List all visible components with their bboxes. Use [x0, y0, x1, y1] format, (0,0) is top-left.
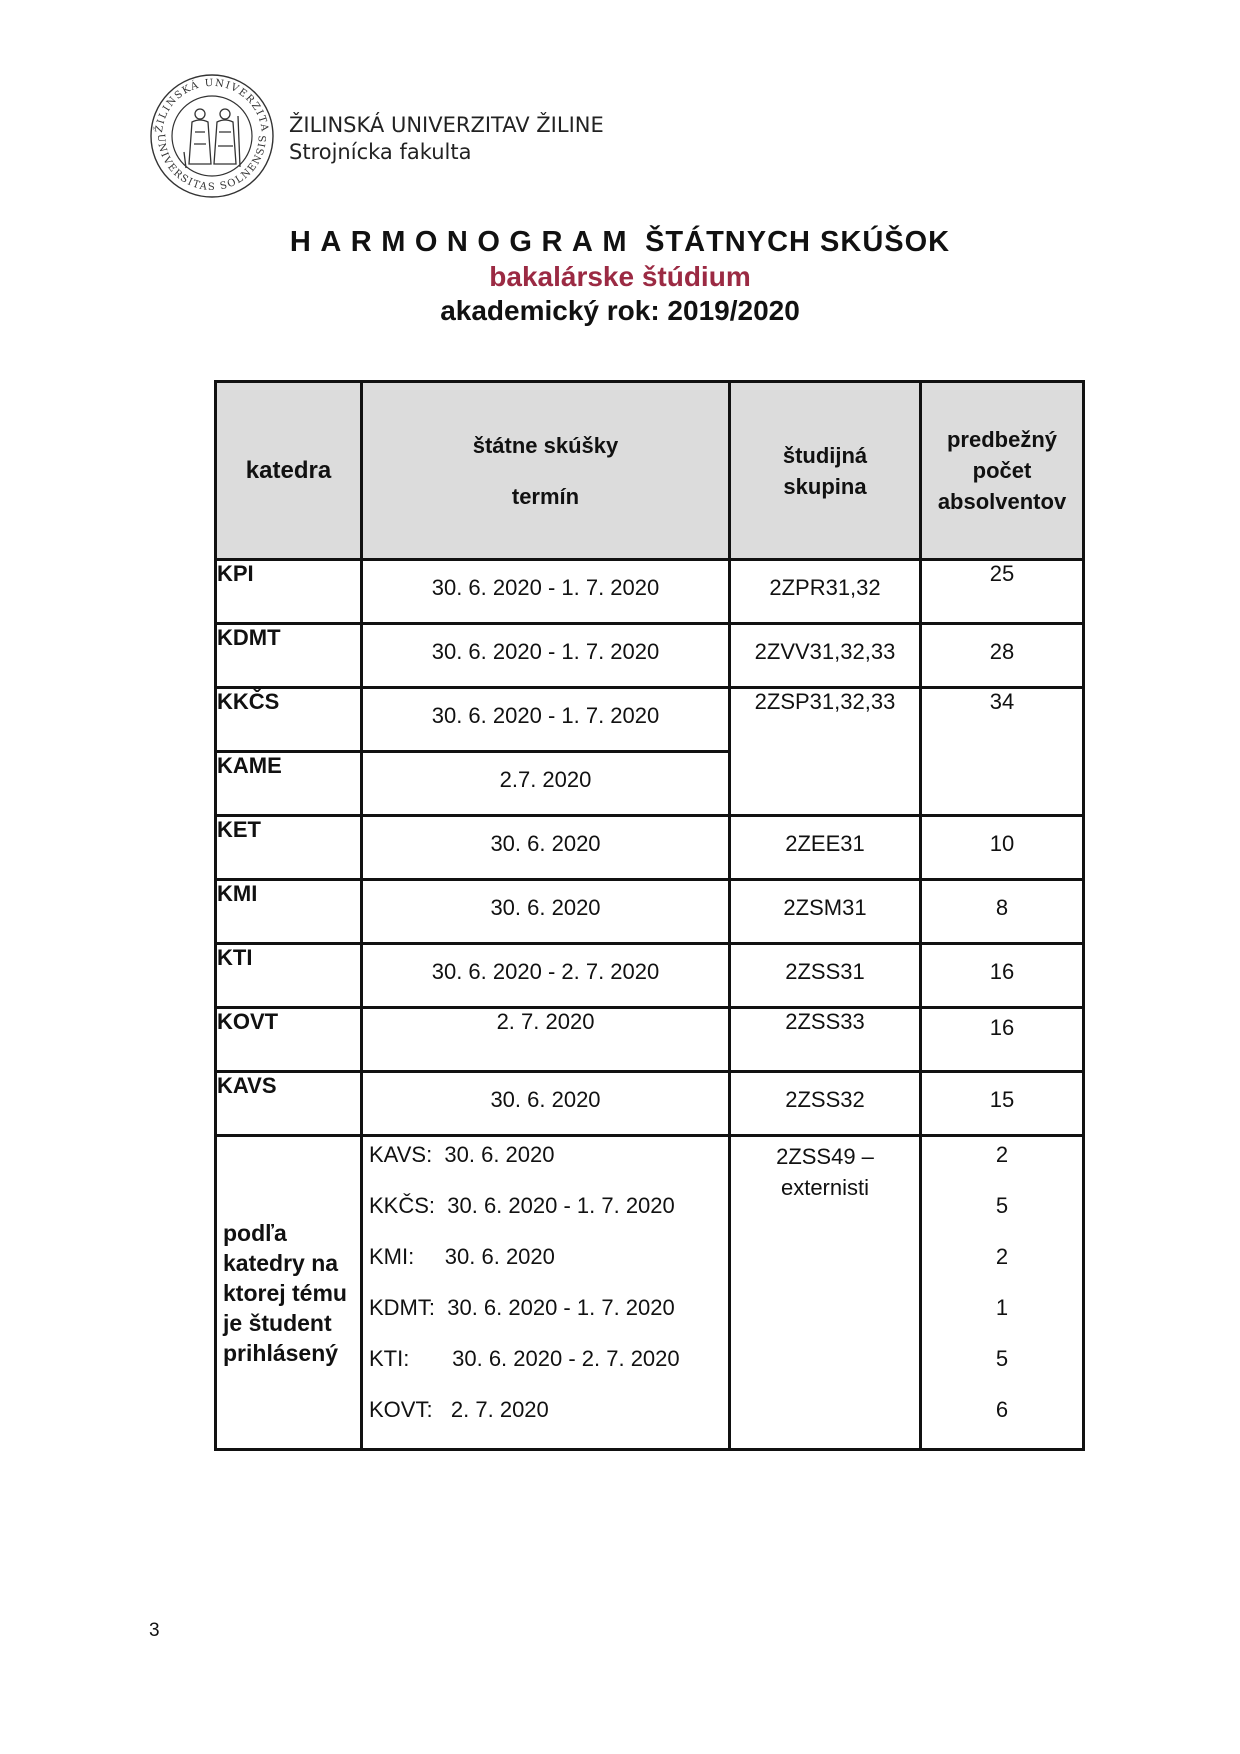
pocet-extern-list: [922, 1137, 1082, 1447]
termin-cell: [362, 816, 730, 880]
table-row-extern: [216, 1136, 1084, 1450]
skupina-text: 2ZPR31,32: [769, 575, 881, 600]
title-rest: ŠTÁTNYCH SKÚŠOK: [645, 226, 951, 258]
faculty-name: Strojnícka fakulta: [289, 140, 472, 164]
pocet-text: 28: [989, 639, 1015, 664]
table-row: [216, 816, 1084, 880]
katedra-cell: KPI: [216, 560, 362, 624]
pocet-cell-extern: [921, 1136, 1084, 1450]
list-item: 6: [995, 1397, 1009, 1422]
pocet-cell: [921, 944, 1084, 1008]
header-skupina-line1: študijná: [782, 442, 868, 468]
list-item: 5: [995, 1193, 1009, 1218]
skupina-extern-line2: externisti: [780, 1175, 870, 1200]
table-row: [216, 1008, 1084, 1072]
header-termin-line1: štátne skúšky: [472, 432, 619, 458]
katedra-cell: KAVS: [216, 1072, 362, 1136]
skupina-cell: [730, 880, 921, 944]
pocet-cell: [921, 1072, 1084, 1136]
document-subtitle: bakalárske štúdium: [489, 261, 751, 292]
katedra-cell: KTI: [216, 944, 362, 1008]
university-name: ŽILINSKÁ UNIVERZITAV ŽILINE: [289, 113, 604, 137]
list-item: KAVS: 30. 6. 2020: [369, 1142, 555, 1167]
pocet-cell: 34: [921, 688, 1084, 816]
svg-text:ŽILINSKÁ UNIVERZITA: [153, 78, 270, 134]
table-header-row: [216, 382, 1084, 560]
katedra-extern-line: ktorej tému: [223, 1279, 347, 1306]
skupina-cell: 2ZSP31,32,33: [730, 688, 921, 816]
pocet-cell: [921, 624, 1084, 688]
pocet-text: 16: [989, 959, 1015, 984]
list-item: KMI: 30. 6. 2020: [369, 1244, 555, 1269]
skupina-cell: 2ZSS33: [730, 1008, 921, 1072]
katedra-cell: KMI: [216, 880, 362, 944]
skupina-text: 2ZSS31: [785, 959, 865, 984]
list-item: 5: [995, 1346, 1009, 1371]
list-item: KTI: 30. 6. 2020 - 2. 7. 2020: [369, 1346, 680, 1371]
katedra-cell: KAME: [216, 752, 362, 816]
header-katedra: katedra: [216, 382, 362, 560]
termin-text: 30. 6. 2020 - 2. 7. 2020: [431, 959, 660, 984]
pocet-cell: 25: [921, 560, 1084, 624]
document-title: [0, 226, 1240, 259]
katedra-extern-text: [217, 1218, 360, 1368]
katedra-extern-line: prihlásený: [223, 1339, 339, 1366]
list-item: KDMT: 30. 6. 2020 - 1. 7. 2020: [369, 1295, 675, 1320]
table-row: [216, 560, 1084, 624]
pocet-text: 10: [989, 831, 1015, 856]
header-pocet-line2: počet: [972, 458, 1032, 483]
table-row: [216, 624, 1084, 688]
skupina-text: 2ZSM31: [783, 895, 867, 920]
skupina-cell: [730, 1072, 921, 1136]
termin-text: 30. 6. 2020 - 1. 7. 2020: [431, 575, 660, 600]
header-skupina: [730, 382, 921, 560]
list-item: KOVT: 2. 7. 2020: [369, 1397, 549, 1422]
seal-top-text: ŽILINSKÁ UNIVERZITA: [154, 77, 271, 134]
table-row: [216, 880, 1084, 944]
katedra-cell: KKČS: [216, 688, 362, 752]
list-item: 2: [995, 1142, 1009, 1167]
termin-extern-list: [363, 1137, 728, 1447]
skupina-text: 2ZEE31: [785, 831, 865, 856]
list-item: 2: [995, 1244, 1009, 1269]
termin-text: 30. 6. 2020: [490, 1087, 601, 1112]
skupina-extern-line1: 2ZSS49 –: [776, 1144, 874, 1169]
katedra-extern-line: je študent: [223, 1309, 332, 1336]
seal-bottom-text: UNIVERSITAS SOLNENSIS: [154, 133, 270, 194]
skupina-cell: [730, 560, 921, 624]
skupina-cell-extern: [730, 1136, 921, 1450]
termin-cell: [362, 880, 730, 944]
katedra-extern-line: podľa: [223, 1219, 287, 1246]
table-row: [216, 944, 1084, 1008]
university-seal-logo: [148, 72, 276, 200]
katedra-extern-line: katedry na: [223, 1249, 339, 1276]
skupina-cell: [730, 944, 921, 1008]
termin-cell: [362, 1072, 730, 1136]
katedra-cell: KET: [216, 816, 362, 880]
katedra-cell: KDMT: [216, 624, 362, 688]
header-termin-line2: termín: [511, 483, 580, 509]
termin-cell-extern: [362, 1136, 730, 1450]
pocet-text: 8: [995, 895, 1009, 920]
termin-text: 30. 6. 2020: [490, 895, 601, 920]
list-item: 1: [995, 1295, 1009, 1320]
pocet-text: 15: [989, 1087, 1015, 1112]
pocet-cell: [921, 1008, 1084, 1072]
termin-text: 30. 6. 2020 - 1. 7. 2020: [431, 703, 660, 728]
katedra-cell: KOVT: [216, 1008, 362, 1072]
termin-cell: [362, 944, 730, 1008]
list-item: KKČS: 30. 6. 2020 - 1. 7. 2020: [369, 1193, 675, 1218]
skupina-cell: [730, 624, 921, 688]
academic-year: akademický rok: 2019/2020: [440, 295, 800, 326]
header-pocet-line1: predbežný: [946, 427, 1058, 452]
header-skupina-line2: skupina: [783, 473, 867, 499]
termin-text: 2.7. 2020: [499, 767, 592, 792]
table-row: [216, 688, 1084, 752]
header-pocet-line3: absolventov: [937, 489, 1067, 514]
katedra-cell-extern: [216, 1136, 362, 1450]
termin-text: 30. 6. 2020: [490, 831, 601, 856]
termin-cell: [362, 688, 730, 752]
exam-schedule-table: [214, 380, 1085, 1451]
page-number: 3: [149, 1620, 160, 1641]
termin-cell: [362, 624, 730, 688]
header-pocet: [921, 382, 1084, 560]
institution-name: [289, 112, 604, 166]
skupina-text: 2ZVV31,32,33: [754, 639, 896, 664]
pocet-cell: [921, 816, 1084, 880]
termin-cell: 2. 7. 2020: [362, 1008, 730, 1072]
skupina-cell: [730, 816, 921, 880]
termin-cell: [362, 752, 730, 816]
header-termin: [362, 382, 730, 560]
pocet-cell: [921, 880, 1084, 944]
termin-cell: [362, 560, 730, 624]
skupina-text: 2ZSS32: [785, 1087, 865, 1112]
title-spaced: HARMONOGRAM: [289, 226, 637, 258]
termin-text: 30. 6. 2020 - 1. 7. 2020: [431, 639, 660, 664]
pocet-text: 16: [989, 1015, 1015, 1040]
table-row: [216, 1072, 1084, 1136]
